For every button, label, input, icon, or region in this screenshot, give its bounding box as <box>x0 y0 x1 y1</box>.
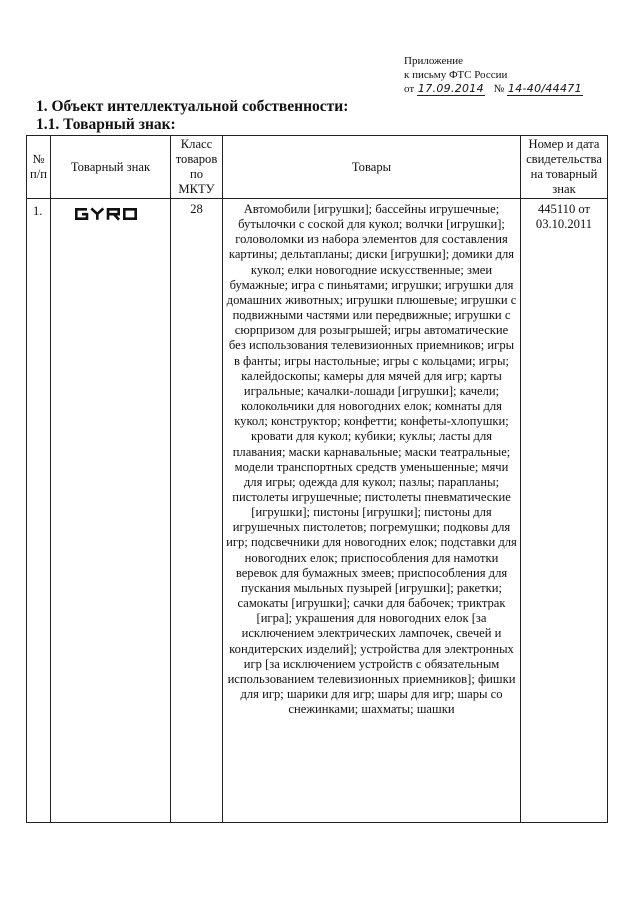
table-header-row <box>27 136 608 199</box>
appendix-block <box>404 54 583 96</box>
header-num: № п/п <box>27 136 51 199</box>
row-class: 28 <box>171 199 223 823</box>
trademark-logo <box>51 199 171 823</box>
header-goods: Товары <box>223 136 521 199</box>
appendix-ref-line <box>404 82 583 96</box>
row-registration: 445110 от 03.10.2011 <box>521 199 608 823</box>
appendix-title: Приложение <box>404 55 464 67</box>
subsection-title: 1.1. Товарный знак: <box>36 116 176 133</box>
appendix-from-label: от <box>404 83 415 95</box>
header-mark: Товарный знак <box>51 136 171 199</box>
appendix-date: 17.09.2014 <box>417 82 484 95</box>
appendix-number-label: № <box>493 83 505 95</box>
section-title: 1. Объект интеллектуальной собственности: <box>36 98 349 115</box>
gyro-logo <box>74 207 148 221</box>
header-class: Класс товаров по МКТУ <box>171 136 223 199</box>
table-row <box>27 199 608 823</box>
header-reg: Номер и дата свидетельства на товарный знак <box>521 136 608 199</box>
trademark-table <box>26 135 608 823</box>
row-goods: Автомобили [игрушки]; бассейны игрушечные; бутылочки с соской для кукол; волчки [игрушки]; головоломки из набора элементов для составления картины; дельтапланы; диски [игрушки]; домики для кукол; елки новогодние искусственные; змеи бумажные; игра с пиньятами; игрушки; игрушки для домашних животных; игрушки плюшевые; игрушки с подвижными частями или передвижные; игрушки с сюрпризом для розыгрышей; игры автоматические без использования телевизионных приемников; игры в фанты; игры настольные; игры с кольцами; игры; калейдоскопы; камеры для мячей для игр; карты игральные; качалки-лошади [игрушки]; качели; колокольчики для новогодних елок; комнаты для кукол; конструктор; конфетти; конфеты-хлопушки; кровати для кукол; кубики; куклы; ласты для плавания; маски карнавальные; маски театральные; модели транспортных средств уменьшенные; мячи для игры; одежда для кукол; пазлы; парапланы; пистолеты игрушечные; пистолеты пневматические [игрушки]; пистоны [игрушки]; пистоны для игрушечных пистолетов; погремушки; подковы для игр; подсвечники для новогодних елок; подставки для новогодних елок; приспособления для намотки веревок для бумажных змеев; приспособления для пускания мыльных пузырей [игрушки]; ракетки; самокаты [игрушки]; сачки для бабочек; триктрак [игра]; украшения для новогодних елок [за исключением электрических лампочек, свечей и кондитерских изделий]; устройства для электронных игр [за исключением устройств с обязательным использованием телевизионных приемников]; фишки для игр; шарики для игр; шары для игр; шары со снежинками; шахматы; шашки <box>223 199 521 823</box>
row-num: 1. <box>27 199 51 823</box>
appendix-number: 14-40/44471 <box>507 82 582 95</box>
appendix-letter: к письму ФТС России <box>404 69 508 81</box>
